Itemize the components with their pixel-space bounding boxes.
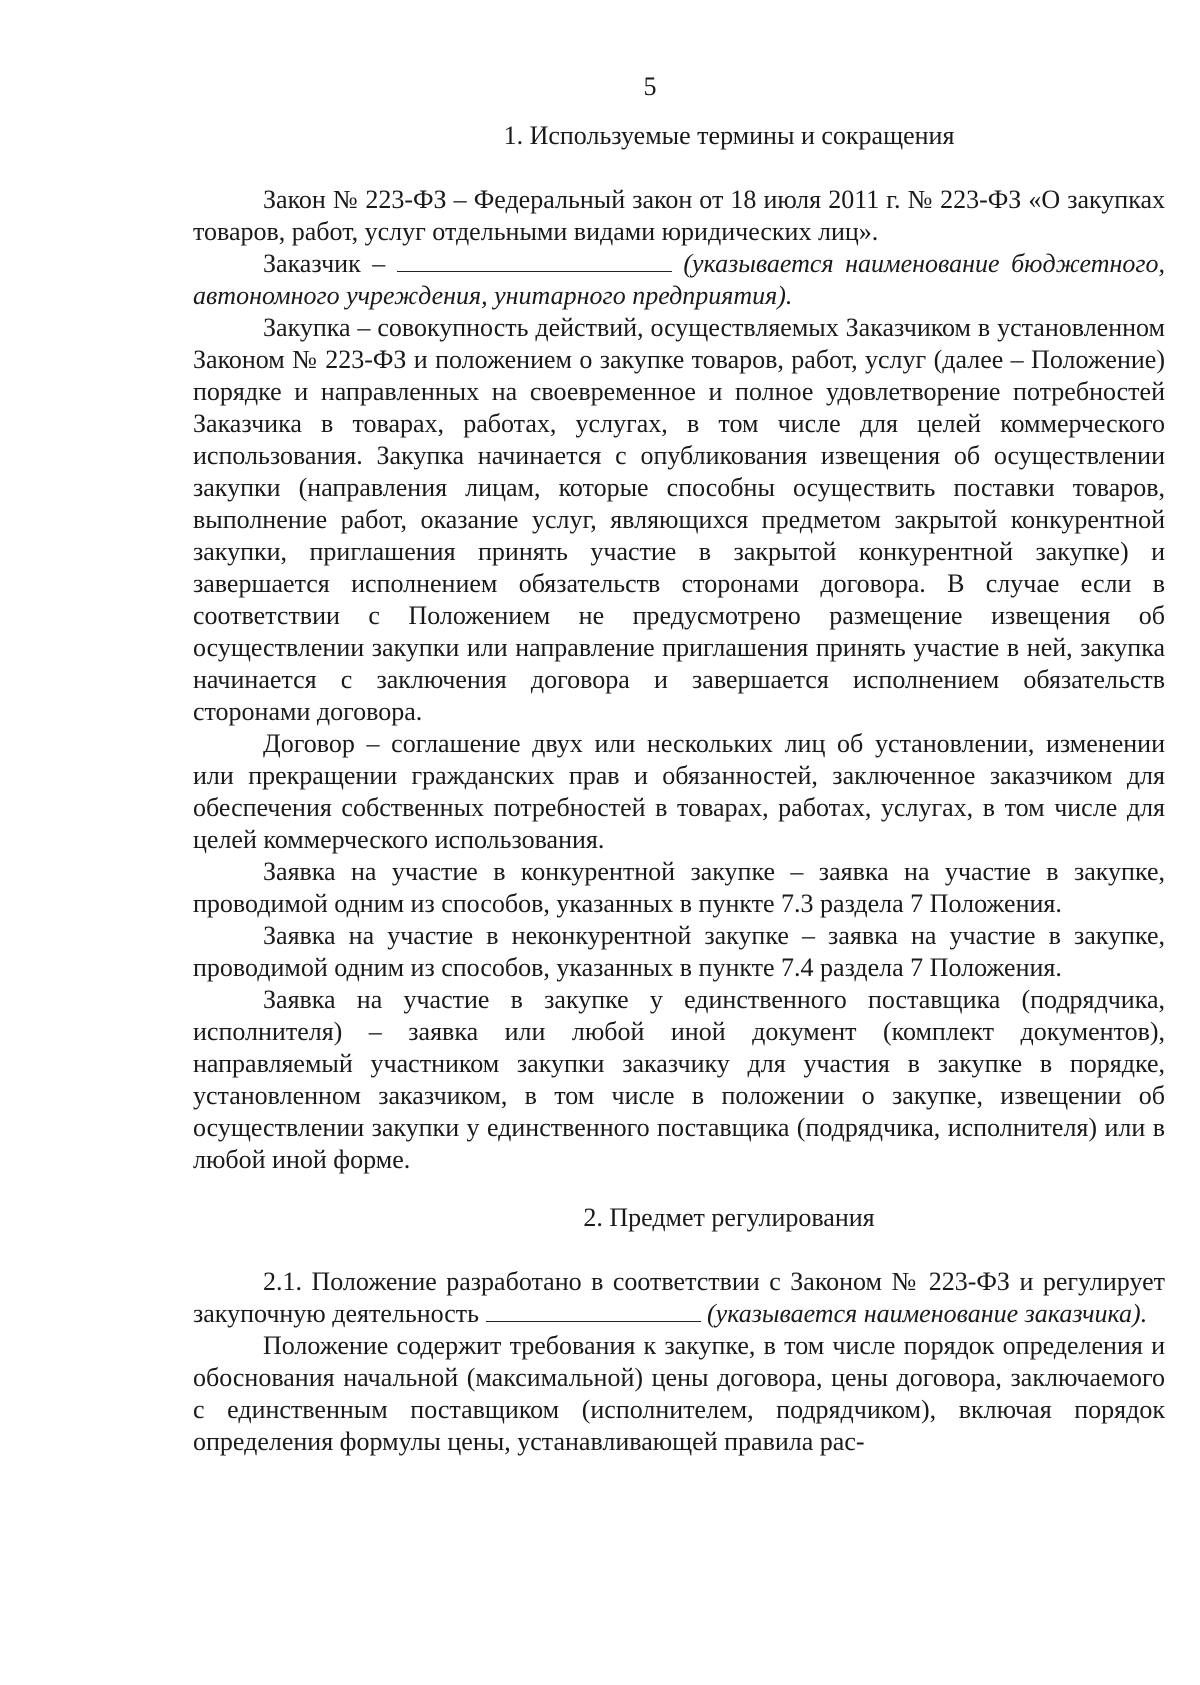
section-1-heading: 1. Используемые термины и сокращения: [503, 121, 955, 150]
paragraph-procurement-definition: Закупка – совокупность действий, осуществляемых Заказчиком в установленном Законом № 223-ФЗ и положением о закупке товаров, работ, услуг (далее – Положение) порядке и направленных на своевременное и полное удовлетворение потребностей Заказчика в товарах, работах, услугах, в том числе для целей коммерческого использования. Закупка начинается с опубликования извещения об осуществлении закупки (направления лицам, которые способны осуществить поставки товаров, выполнение работ, оказание услуг, являющихся предметом закрытой конкурентной закупки, приглашения принять участие в закрытой конкурентной закупке) и завершается исполнением обязательств сторонами договора. В случае если в соответствии с Положением не предусмотрено размещение извещения об осуществлении закупки или направление приглашения принять участие в ней, закупка начинается с заключения договора и завершается исполнением обязательств сторонами договора.: [193, 313, 1165, 726]
customer-name-hint: (указывается наименование заказчика).: [707, 1299, 1148, 1328]
paragraph-2-2: Положение содержит требования к закупке, в том числе порядок определения и обоснования начальной (максимальной) цены договора, цены договора, заключаемого с единственным поставщиком (исполнителем, подрядчиком), включая порядок определения формулы цены, устанавливающей правила рас-: [193, 1331, 1165, 1456]
paragraph-contract-definition: Договор – соглашение двух или нескольких лиц об установлении, изменении или прекращении гражданских прав и обязанностей, заключенное заказчиком для обеспечения собственных потребностей в товарах, работах, услугах, в том числе для целей коммерческого использования.: [193, 729, 1165, 854]
customer-name-blank-2: [486, 1299, 701, 1322]
customer-term: Заказчик –: [263, 249, 386, 278]
customer-hint: (указывается наименование бюджетного, автономного учреждения, унитарного предприятия).: [193, 249, 1166, 310]
page-number: 5: [643, 72, 657, 101]
paragraph-2-1: [193, 1266, 1165, 1330]
document-body: [193, 120, 1165, 1458]
section-2-heading: 2. Предмет регулирования: [583, 1203, 875, 1232]
paragraph-competitive-bid-definition: Заявка на участие в конкурентной закупке – заявка на участие в закупке, проводимой одним из способов, указанных в пункте 7.3 раздела 7 Положения.: [193, 857, 1165, 918]
customer-name-blank: [397, 249, 672, 272]
paragraph-single-supplier-bid-definition: Заявка на участие в закупке у единственного поставщика (подрядчика, исполнителя) – заявка или любой иной документ (комплект документов), направляемый участником закупки заказчику для участия в закупке в порядке, установленном заказчиком, в том числе в положении о закупке, извещении об осуществлении закупки у единственного поставщика (подрядчика, исполнителя) или в любой иной форме.: [193, 985, 1165, 1174]
paragraph-customer-definition: [193, 248, 1165, 312]
clause-2-1-text: 2.1. Положение разработано в соответствии с Законом № 223-ФЗ и регулирует закупочную деятельность: [193, 1267, 1165, 1328]
paragraph-law-definition: Закон № 223-ФЗ – Федеральный закон от 18 июля 2011 г. № 223-ФЗ «О закупках товаров, работ, услуг отдельными видами юридических лиц».: [193, 185, 1165, 246]
paragraph-noncompetitive-bid-definition: Заявка на участие в неконкурентной закупке – заявка на участие в закупке, проводимой одним из способов, указанных в пункте 7.4 раздела 7 Положения.: [193, 921, 1165, 982]
